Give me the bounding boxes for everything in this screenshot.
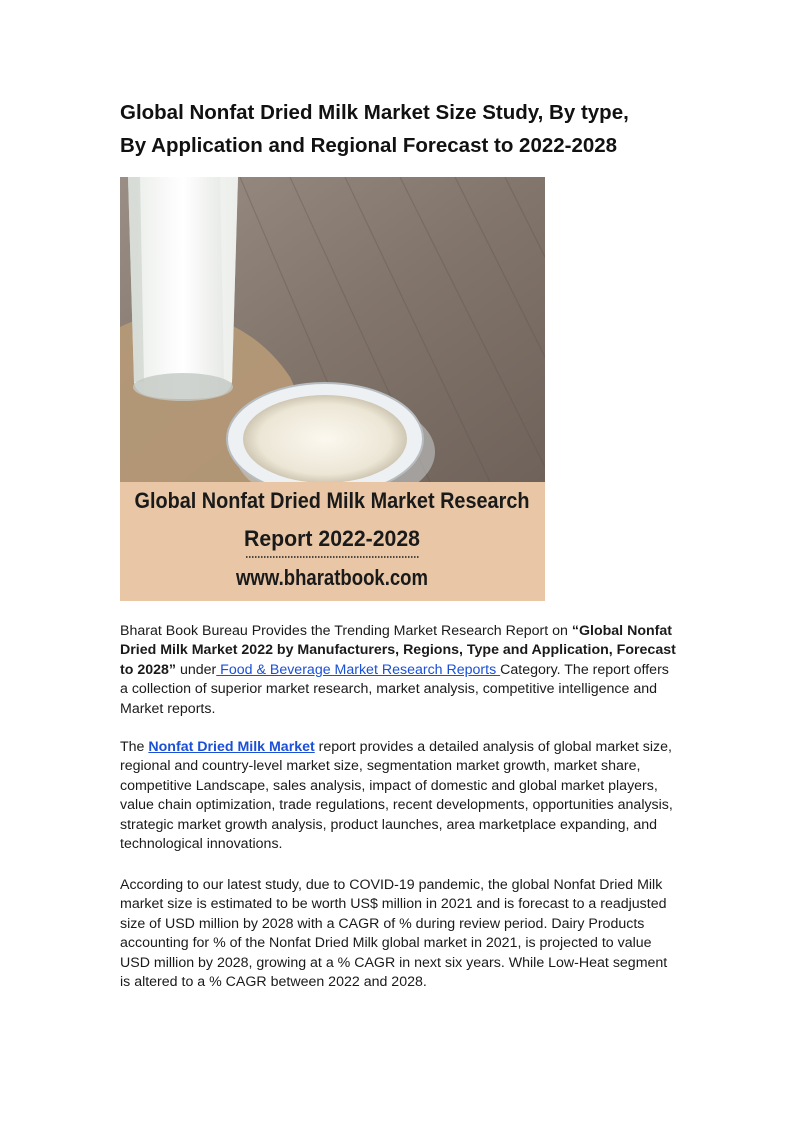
food-beverage-reports-link[interactable]: Food & Beverage Market Research Reports: [216, 661, 501, 678]
nonfat-dried-milk-market-link[interactable]: Nonfat Dried Milk Market: [148, 739, 315, 755]
paragraph-intro: [120, 622, 680, 719]
banner-line-2: Report 2022-2028: [244, 526, 420, 551]
intro-rest-text: Category. The report offers a collection of superior market research, market analysis, competitive intelligence and Market reports.: [120, 661, 669, 717]
report-title: “Global Nonfat Dried Milk Market 2022 by Manufacturers, Regions, Type and Application, Forecast to 2028”: [120, 623, 676, 678]
paragraph-study: According to our latest study, due to COVID-19 pandemic, the global Nonfat Dried Milk market size is estimated to be worth US$ million in 2021 and is forecast to a readjusted size of USD million by 2028 with a CAGR of % during review period. Dairy Products accounting for % of the Nonfat Dried Milk global market in 2021, is projected to value USD million by 2028, growing at a % CAGR in next six years. While Low-Heat segment is altered to a % CAGR between 2022 and 2028.: [120, 877, 668, 991]
page-title: [120, 96, 720, 162]
under-text: under: [176, 661, 217, 678]
banner-url: www.bharatbook.com: [235, 565, 428, 590]
hero-image: [120, 177, 545, 601]
analysis-rest-text: report provides a detailed analysis of global market size, regional and country-level market size, segmentation market growth, market share, competitive Landscape, sales analysis, impact of domestic and global market players, value chain optimization, trade regulations, recent developments, opportunities analysis, strategic market growth analysis, product launches, area marketplace expanding, and technological innovations.: [120, 739, 673, 853]
title-line-2: By Application and Regional Forecast to 2022-2028: [120, 134, 618, 157]
milk-glass: [128, 177, 238, 401]
paragraph-analysis: [120, 738, 680, 854]
intro-text: Bharat Book Bureau Provides the Trending Market Research Report on: [120, 623, 572, 639]
title-line-1: Global Nonfat Dried Milk Market Size Study, By type,: [120, 101, 629, 124]
analysis-lead: The: [120, 739, 149, 755]
banner-line-1: Global Nonfat Dried Milk Market Research: [134, 488, 530, 513]
